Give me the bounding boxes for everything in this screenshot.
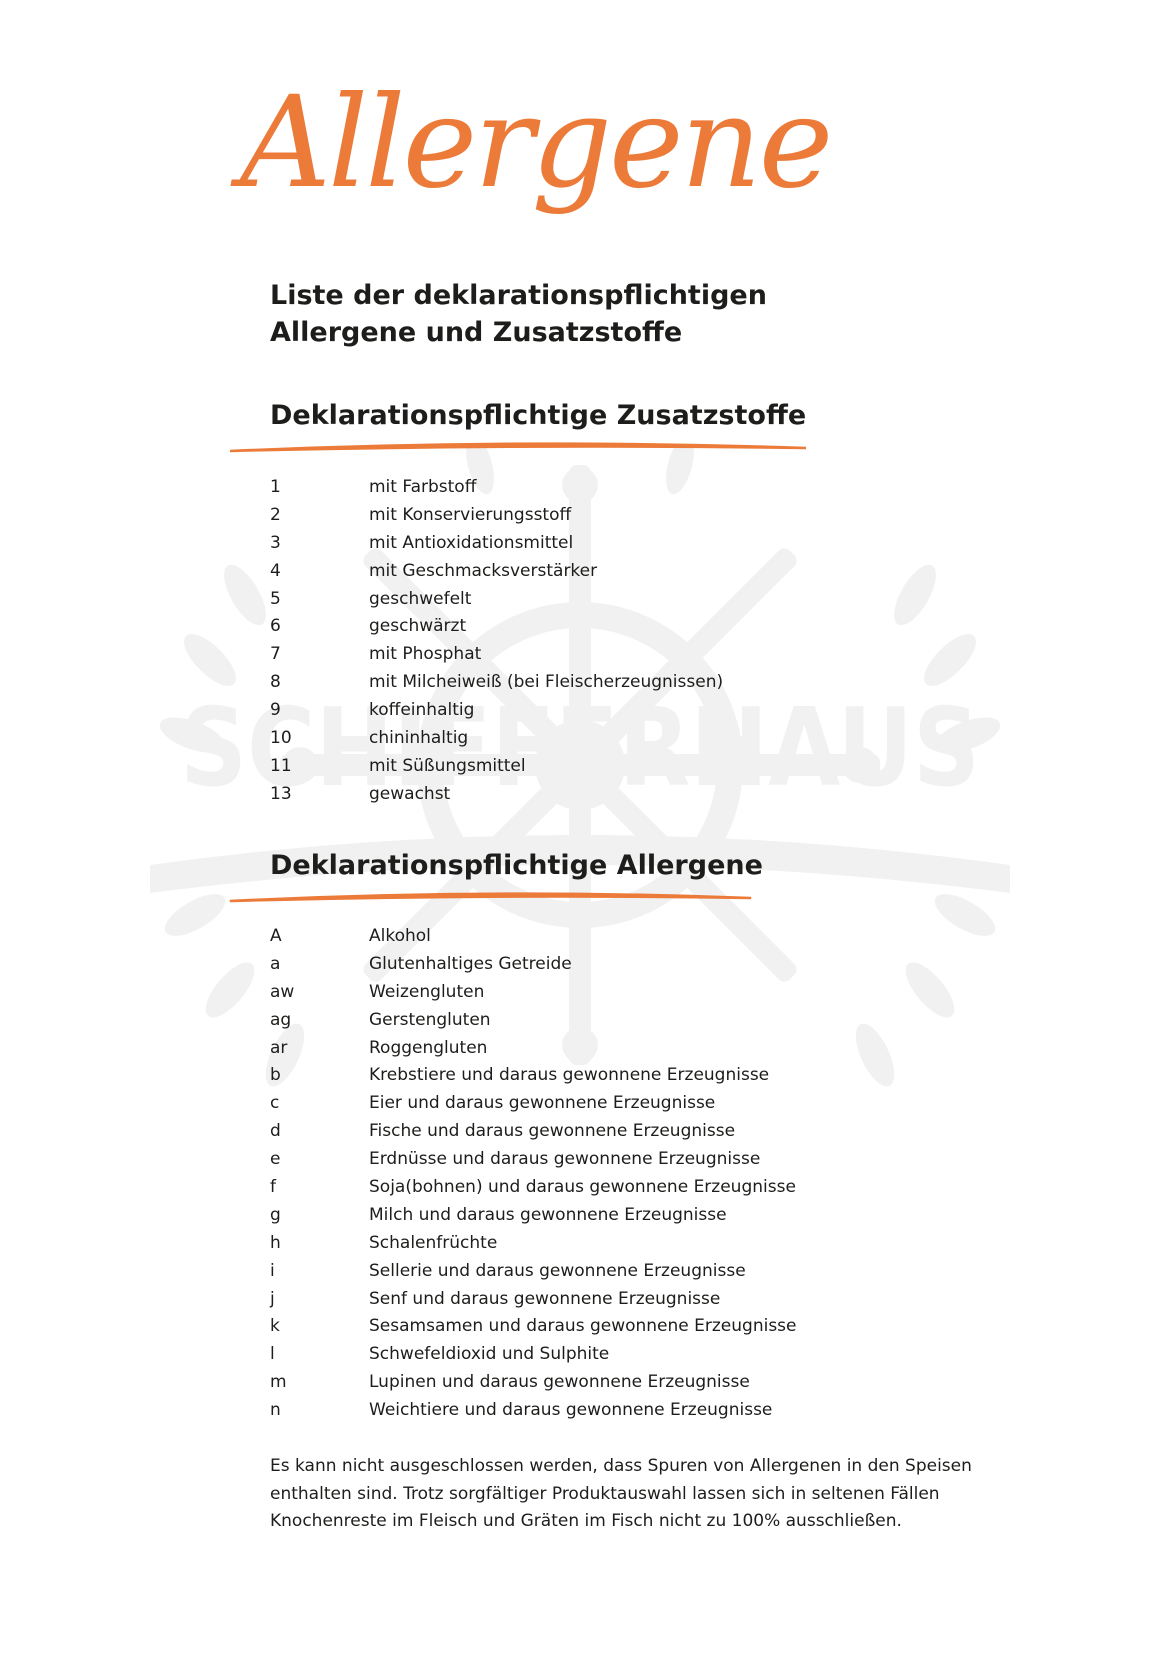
list-item — [270, 1285, 797, 1313]
item-label: Erdnüsse und daraus gewonnene Erzeugnisse — [369, 1149, 761, 1170]
list-item — [270, 1173, 797, 1201]
item-code: i — [270, 1260, 275, 1281]
item-label: Fische und daraus gewonnene Erzeugnisse — [369, 1121, 736, 1142]
list-item — [270, 922, 797, 950]
list-item — [270, 612, 723, 640]
item-code: l — [270, 1344, 275, 1365]
list-item — [270, 1312, 797, 1340]
list-item — [270, 1368, 797, 1396]
list-item — [270, 640, 723, 668]
item-code: g — [270, 1204, 281, 1225]
note-line: Es kann nicht ausgeschlossen werden, dass Spuren von Allergenen in den Speisen — [270, 1456, 972, 1476]
list-item — [270, 1034, 797, 1062]
subtitle — [270, 277, 767, 351]
item-code: 8 — [270, 672, 281, 693]
item-code: 7 — [270, 644, 281, 665]
item-code: j — [270, 1288, 275, 1309]
list-item — [270, 501, 723, 529]
item-label: Senf und daraus gewonnene Erzeugnisse — [369, 1288, 721, 1309]
item-code: d — [270, 1121, 281, 1142]
list-item — [270, 668, 723, 696]
item-code: a — [270, 953, 281, 974]
item-label: mit Konservierungsstoff — [369, 504, 572, 525]
item-code: ag — [270, 1009, 292, 1030]
list-item — [270, 1229, 797, 1257]
item-code: 11 — [270, 755, 292, 776]
item-label: Soja(bohnen) und daraus gewonnene Erzeugnisse — [369, 1176, 796, 1197]
item-label: mit Geschmacksverstärker — [369, 560, 598, 581]
allergene-heading: Deklarationspflichtige Allergene — [270, 850, 763, 881]
item-code: aw — [270, 981, 295, 1002]
list-item — [270, 557, 723, 585]
item-label: Roggengluten — [369, 1037, 488, 1058]
item-label: Alkohol — [369, 925, 431, 946]
item-label: Schalenfrüchte — [369, 1232, 498, 1253]
item-label: mit Farbstoff — [369, 476, 477, 497]
item-label: mit Süßungsmittel — [369, 755, 526, 776]
list-item — [270, 1201, 797, 1229]
item-code: ar — [270, 1037, 288, 1058]
list-item — [270, 1257, 797, 1285]
item-code: 13 — [270, 783, 292, 804]
list-item — [270, 1006, 797, 1034]
zusatzstoffe-list — [270, 473, 723, 808]
item-label: Eier und daraus gewonnene Erzeugnisse — [369, 1093, 716, 1114]
item-code: 1 — [270, 476, 281, 497]
item-label: geschwefelt — [369, 588, 472, 609]
item-code: 4 — [270, 560, 281, 581]
item-code: h — [270, 1232, 281, 1253]
item-label: Gerstengluten — [369, 1009, 491, 1030]
item-code: k — [270, 1316, 280, 1337]
list-item — [270, 1089, 797, 1117]
item-code: e — [270, 1149, 281, 1170]
item-code: A — [270, 925, 282, 946]
subtitle-line: Allergene und Zusatzstoffe — [270, 317, 683, 348]
item-label: mit Antioxidationsmittel — [369, 532, 574, 553]
list-item — [270, 724, 723, 752]
item-label: Krebstiere und daraus gewonnene Erzeugnisse — [369, 1065, 770, 1086]
item-code: n — [270, 1400, 281, 1421]
item-code: m — [270, 1372, 287, 1393]
heading-underline — [228, 890, 753, 904]
item-code: 2 — [270, 504, 281, 525]
item-label: Lupinen und daraus gewonnene Erzeugnisse — [369, 1372, 750, 1393]
item-code: 5 — [270, 588, 281, 609]
list-item — [270, 473, 723, 501]
subtitle-line: Liste der deklarationspflichtigen — [270, 280, 767, 311]
item-label: Milch und daraus gewonnene Erzeugnisse — [369, 1204, 727, 1225]
item-label: Glutenhaltiges Getreide — [369, 953, 572, 974]
list-item — [270, 585, 723, 613]
zusatzstoffe-heading: Deklarationspflichtige Zusatzstoffe — [270, 400, 807, 431]
watermark-text: SCHIFFERHAUS — [180, 686, 980, 811]
item-label: Schwefeldioxid und Sulphite — [369, 1344, 610, 1365]
list-item — [270, 950, 797, 978]
note-line: enthalten sind. Trotz sorgfältiger Produktauswahl lassen sich in seltenen Fällen — [270, 1483, 940, 1504]
item-label: mit Phosphat — [369, 644, 482, 665]
list-item — [270, 529, 723, 557]
list-item — [270, 1340, 797, 1368]
item-code: c — [270, 1093, 280, 1114]
disclaimer-note — [270, 1453, 1010, 1536]
list-item — [270, 1396, 797, 1424]
list-item — [270, 1117, 797, 1145]
item-label: mit Milcheiweiß (bei Fleischerzeugnissen) — [369, 672, 724, 693]
list-item — [270, 1145, 797, 1173]
item-label: koffeinhaltig — [369, 700, 475, 721]
item-label: chininhaltig — [369, 727, 469, 748]
item-code: 3 — [270, 532, 281, 553]
list-item — [270, 696, 723, 724]
item-label: Weizengluten — [369, 981, 485, 1002]
item-code: 10 — [270, 727, 292, 748]
list-item — [270, 752, 723, 780]
item-code: f — [270, 1176, 276, 1197]
item-label: Sesamsamen und daraus gewonnene Erzeugnisse — [369, 1316, 797, 1337]
item-label: gewachst — [369, 783, 451, 804]
allergene-list — [270, 922, 797, 1424]
item-code: b — [270, 1065, 281, 1086]
item-code: 9 — [270, 700, 281, 721]
item-label: Sellerie und daraus gewonnene Erzeugnisse — [369, 1260, 746, 1281]
list-item — [270, 780, 723, 808]
note-line: Knochenreste im Fleisch und Gräten im Fisch nicht zu 100% ausschließen. — [270, 1511, 902, 1531]
item-label: geschwärzt — [369, 616, 467, 637]
item-label: Weichtiere und daraus gewonnene Erzeugnisse — [369, 1400, 773, 1421]
list-item — [270, 1061, 797, 1089]
script-title: Allergene — [240, 69, 831, 216]
item-code: 6 — [270, 616, 281, 637]
heading-underline — [228, 440, 808, 454]
list-item — [270, 978, 797, 1006]
